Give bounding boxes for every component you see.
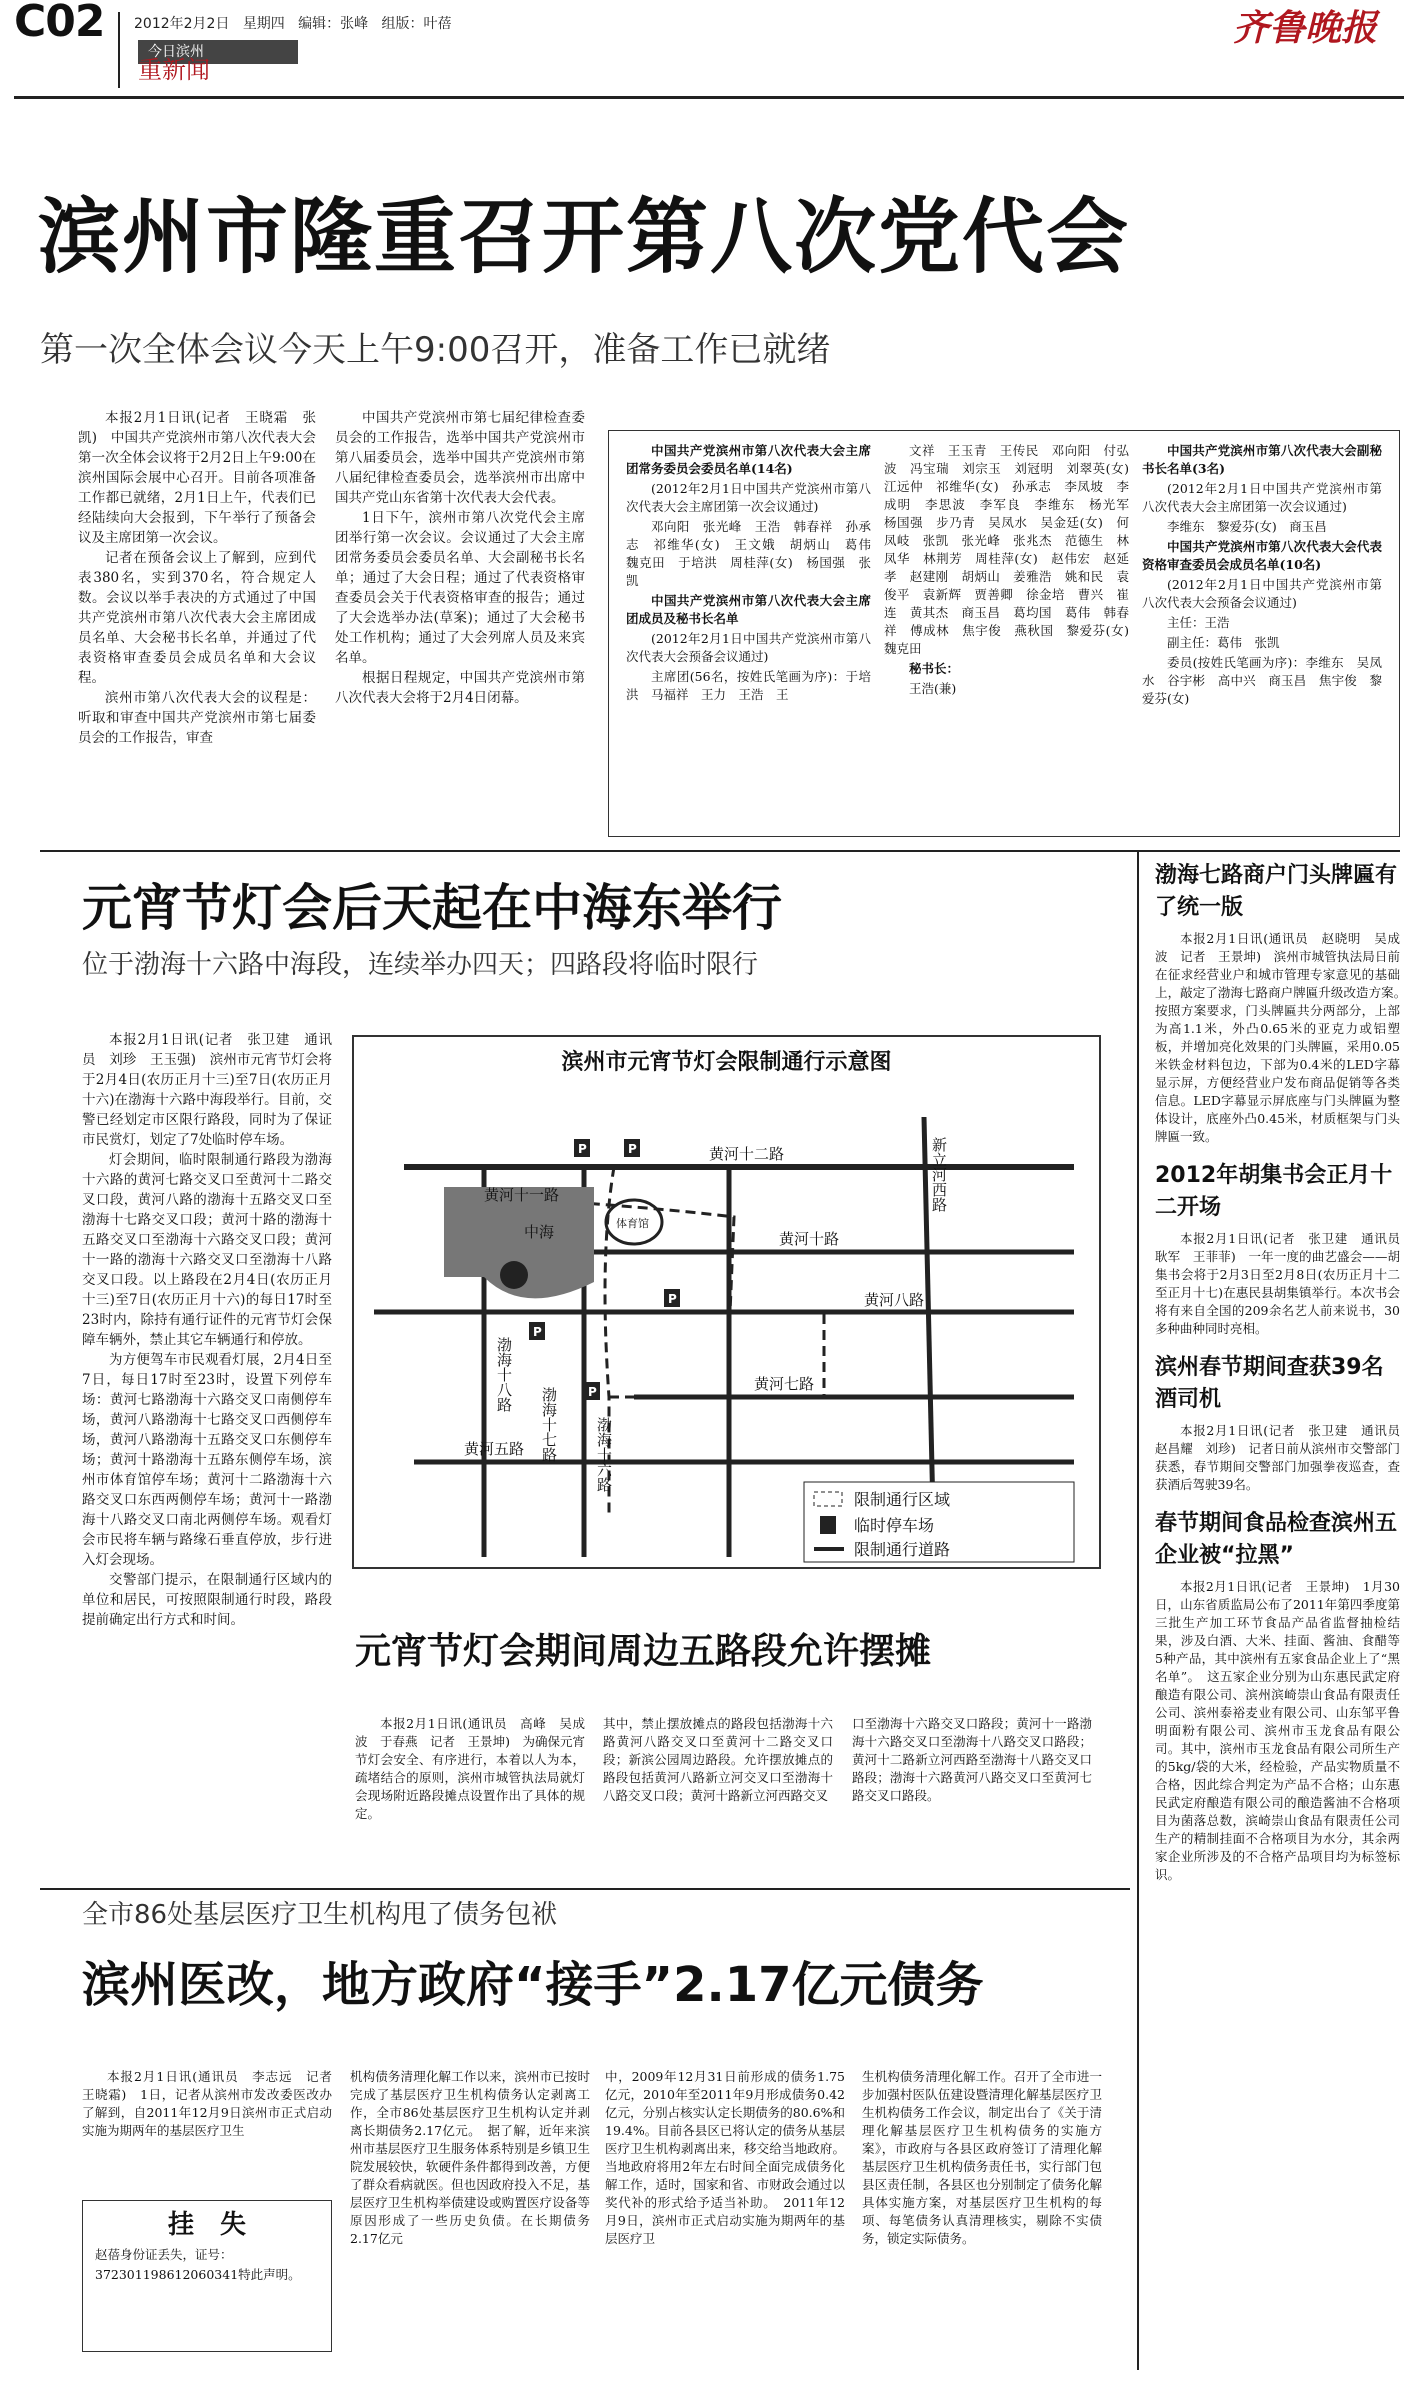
sidebar bbox=[1155, 860, 1413, 1884]
stall-column-2: 其中，禁止摆放摊点的路段包括渤海十六路黄河八路交叉口至黄河十二路交叉口段；新滨公园周边路段。允许摆放摊点的路段包括黄河八路新立河交叉口至渤海十八路交叉口段；黄河十路新立河西路交叉 bbox=[603, 1716, 833, 1803]
header-divider bbox=[118, 12, 120, 88]
lead-paragraph: 中国共产党滨州市第七届纪律检查委员会的工作报告，选举中国共产党滨州市第八届委员会，选举中国共产党滨州市第八届纪律检查委员会，选举滨州市出席中国共产党山东省第十次代表大会代表。 bbox=[335, 410, 585, 506]
lead-column-1 bbox=[78, 408, 316, 748]
road-label: 渤海十六路 bbox=[595, 1417, 613, 1492]
map-title: 滨州市元宵节灯会限制通行示意图 bbox=[561, 1050, 892, 1075]
lead-paragraph: 根据日程规定，中国共产党滨州市第八次代表大会将于2月4日闭幕。 bbox=[335, 670, 585, 706]
medical-headline: 滨州医改，地方政府“接手”2.17亿元债务 bbox=[82, 1957, 984, 2013]
lead-paragraph: 记者在预备会议上了解到，应到代表380名，实到370名，符合规定人数。会议以举手表决的方式通过了中国共产党滨州市第八次代表大会主席团成员名单、大会秘书长名单，并通过了代表资格审查委员会成员名单和大会议程。 bbox=[78, 550, 316, 686]
issue-date: 2012年2月2日 bbox=[134, 16, 230, 32]
list-names: 李维东 黎爱芬(女) 商玉昌 bbox=[1167, 519, 1327, 534]
map-legend bbox=[804, 1482, 1074, 1562]
list-heading: 中国共产党滨州市第八次代表大会主席团成员及秘书长名单 bbox=[626, 593, 871, 626]
legend-parking: 临时停车场 bbox=[854, 1516, 935, 1535]
lead-headline: 滨州市隆重召开第八次党代会 bbox=[38, 190, 1131, 285]
map-lake-label: 中海 bbox=[524, 1223, 555, 1241]
section-tag: 今日滨州 bbox=[138, 40, 298, 64]
section-divider bbox=[40, 1888, 1130, 1890]
traffic-map bbox=[352, 1035, 1101, 1569]
sidebar-story-text: 本报2月1日讯(记者 张卫建 通讯员 赵昌耀 刘珍) 记者日前从滨州市交警部门获悉，春节期间交警部门加强拳夜巡查，查获酒后驾驶39名。 bbox=[1155, 1423, 1413, 1492]
road-label: 新立河西路 bbox=[930, 1137, 948, 1212]
lead-subheadline: 第一次全体会议今天上午9:00召开，准备工作已就绪 bbox=[40, 330, 831, 370]
lantern-text-column bbox=[82, 1030, 332, 1630]
list-note: (2012年2月1日中国共产党滨州市第八次代表大会预备会议通过) bbox=[626, 631, 871, 664]
lost-notice-box bbox=[82, 2200, 332, 2352]
legend-restricted-area: 限制通行区域 bbox=[854, 1490, 951, 1509]
road-label: 渤海十七路 bbox=[540, 1387, 558, 1462]
lead-paragraph: 本报2月1日讯(记者 王晓霜 张凯) 中国共产党滨州市第八次代表大会第一次全体会议将于2月2日上午9:00在滨州国际会展中心召开。目前各项准备工作都已就绪，2月1日上午，代表们已经陆续向大会报到，下午举行了预备会议及主席团第一次会议。 bbox=[78, 410, 316, 546]
medical-kicker: 全市86处基层医疗卫生机构甩了债务包袱 bbox=[82, 1900, 558, 1930]
editor: 编辑：张峰 bbox=[298, 16, 369, 32]
list-names: 副主任：葛伟 张凯 bbox=[1167, 635, 1280, 650]
list-note: (2012年2月1日中国共产党滨州市第八次代表大会主席团第一次会议通过) bbox=[1142, 481, 1382, 514]
lost-notice-text: 赵蓓身份证丢失，证号：372301198612060341特此声明。 bbox=[95, 2247, 301, 2282]
header-meta bbox=[134, 14, 452, 34]
list-note: (2012年2月1日中国共产党滨州市第八次代表大会主席团第一次会议通过) bbox=[626, 481, 871, 514]
list-note: (2012年2月1日中国共产党滨州市第八次代表大会预备会议通过) bbox=[1142, 577, 1382, 610]
parking-marker: P bbox=[628, 1142, 637, 1156]
medical-column-4: 生机构债务清理化解工作。召开了全市进一步加强村医队伍建设暨清理化解基层医疗卫生机构债务工作会议，制定出台了《关于清理化解基层医疗卫生机构债务的实施方案》，市政府与各县区政府签订了清理化解基层医疗卫生机构债务责任书，实行部门包县区责任制，各县区也分别制定了债务化解具体实施方案，对基层医疗卫生机构的每项、每笔债务认真清理核实，剔除不实债务，锁定实际债务。 bbox=[862, 2069, 1102, 2246]
sidebar-divider bbox=[1137, 850, 1139, 2370]
sidebar-story-text: 本报2月1日讯(记者 王景坤) 1月30日，山东省质监局公布了2011年第四季度第三批生产加工环节食品产品省监督抽检结果，涉及白酒、大米、挂面、酱油、食醋等5种产品，其中滨州有五家食品企业上了“黑名单”。 这五家企业分别为山东惠民武定府酿造有限公司、滨州滨崎崇山食品有限责任公司、滨州泰裕麦业有限公司、山东邹平鲁明面粉有限公司、滨州市玉龙食品有限公司。其中，滨州市玉龙食品有限公司所生产的5kg/袋的大米，经检验，产品实物质量不合格，因此综合判定为产品不合格；山东惠民武定府酿造有限公司的酿造酱油不合格项目为菌落总数，滨崎崇山食品有限责任公司生产的精制挂面不合格项目为水分，其余两家企业所涉及的不合格产品项目均为标签标识。 bbox=[1155, 1579, 1400, 1882]
sidebar-story-title: 2012年胡集书会正月十二开场 bbox=[1155, 1163, 1393, 1220]
map-gym-label: 体育馆 bbox=[616, 1217, 649, 1230]
road-label: 黄河八路 bbox=[864, 1291, 925, 1309]
list-names: 主席团(56名，按姓氏笔画为序)：于培洪 马福祥 王力 王浩 王 bbox=[626, 669, 871, 702]
stall-column-3: 口至渤海十六路交叉口路段；黄河十一路渤海十六路交叉口至渤海十八路交叉口路段；黄河十二路新立河西路至渤海十八路交叉口路段；渤海十六路黄河八路交叉口至黄河七路交叉口路段。 bbox=[852, 1716, 1092, 1803]
list-heading: 中国共产党滨州市第八次代表大会代表资格审查委员会成员名单(10名) bbox=[1142, 539, 1382, 572]
parking-marker: P bbox=[668, 1292, 677, 1306]
sidebar-story-title: 滨州春节期间查获39名酒司机 bbox=[1155, 1355, 1384, 1412]
list-names: 委员(按姓氏笔画为序)：李维东 吴凤水 谷宇彬 高中兴 商玉昌 焦宇俊 黎爱芬(女) bbox=[1142, 655, 1382, 706]
road-label: 黄河十一路 bbox=[484, 1186, 560, 1204]
list-heading: 秘书长： bbox=[909, 661, 960, 676]
road-label: 黄河五路 bbox=[464, 1440, 525, 1458]
sidebar-story-title: 渤海七路商户门头牌匾有了统一版 bbox=[1155, 863, 1398, 920]
section-divider bbox=[40, 850, 1400, 852]
weekday: 星期四 bbox=[242, 16, 285, 32]
legend-restricted-road: 限制通行道路 bbox=[854, 1540, 951, 1559]
stall-column-1: 本报2月1日讯(通讯员 高峰 吴成波 于春燕 记者 王景坤) 为确保元宵节灯会安全、有序进行，本着以人为本，疏堵结合的原则，滨州市城管执法局就灯会现场附近路段摊点设置作出了具体的规定。 bbox=[355, 1716, 585, 1821]
road-label: 黄河十路 bbox=[779, 1230, 840, 1248]
lead-column-2 bbox=[335, 408, 585, 708]
medical-column-3: 中，2009年12月31日前形成的债务1.75亿元，2010年至2011年9月形成债务0.42亿元，分别占核实认定长期债务的80.6%和19.4%。目前各县区已将认定的债务从基层医疗卫生机构剥离出来，移交给当地政府。当地政府将用2年左右时间全面完成债务化解工作，适时，国家和省、市财政会通过以奖代补的形式给予适当补助。 2011年12月9日，滨州市正式启动实施为期两年的基层医疗卫 bbox=[605, 2069, 845, 2246]
sidebar-story-text: 本报2月1日讯(记者 张卫建 通讯员 耿军 王菲菲) 一年一度的曲艺盛会——胡集书会将于2月3日至2月8日(农历正月十二至正月十七)在惠民县胡集镇举行。本次书会将有来自全国的209余名艺人前来说书，30多种曲种同时亮相。 bbox=[1155, 1231, 1413, 1336]
medical-column-2: 机构债务清理化解工作以来，滨州市已按时完成了基层医疗卫生机构债务认定剥离工作，全市86处基层医疗卫生机构认定并剥离长期债务2.17亿元。 据了解，近年来滨州市基层医疗卫生服务体系特别是乡镇卫生院发展较快，软硬件条件都得到改善，方便了群众看病就医。但也因政府投入不足，基层医疗卫生机构举债建设或购置医疗设备等原因形成了一些历史负债。在长期债务2.17亿元 bbox=[350, 2069, 590, 2246]
list-heading: 中国共产党滨州市第八次代表大会副秘书长名单(3名) bbox=[1142, 443, 1382, 476]
header-rule bbox=[14, 96, 1404, 99]
stall-headline: 元宵节灯会期间周边五路段允许摆摊 bbox=[355, 1631, 932, 1672]
sidebar-story-text: 本报2月1日讯(通讯员 赵晓明 吴成波 记者 王景坤) 滨州市城管执法局日前在征求经营业户和城市管理专家意见的基础上，敲定了渤海七路商户牌匾升级改造方案。 按照方案要求，门头牌匾共分两部分，上部为高1.1米，外凸0.65米的亚克力或铝塑板，并增加亮化效果的门头牌匾，采用0.05米铁金材料包边，下部为0.4米的LED字幕显示屏，方便经营业户发布商品促销等各类信息。LED字幕显示屏底座与门头牌匾为整体设计，底座外凸0.45米，材质框架与门头牌匾一致。 bbox=[1155, 931, 1413, 1144]
name-list-column-3 bbox=[1142, 442, 1382, 710]
subsection-title: 重新闻 bbox=[138, 56, 210, 84]
lantern-paragraph: 灯会期间，临时限制通行路段为渤海十六路的黄河七路交叉口至黄河十二路交叉口段，黄河八路的渤海十五路交叉口至渤海十七路交叉口段；黄河十路的渤海十五路交叉口至渤海十六路交叉口段；黄河十一路的渤海十六路交叉口至渤海十八路交叉口段。以上路段在2月4日(农历正月十三)至7日(农历正月十六)的每日17时至23时内，除持有通行证件的元宵节灯会保障车辆外，禁止其它车辆通行和停放。 bbox=[82, 1152, 332, 1348]
sidebar-story-title: 春节期间食品检查滨州五企业被“拉黑” bbox=[1155, 1511, 1398, 1568]
page-number: C02 bbox=[14, 0, 105, 47]
parking-marker: P bbox=[578, 1142, 587, 1156]
lantern-subheadline: 位于渤海十六路中海段，连续举办四天；四路段将临时限行 bbox=[82, 950, 759, 980]
lost-notice-title: 挂 失 bbox=[167, 2210, 246, 2240]
list-names: 邓向阳 张光峰 王浩 韩春祥 孙承志 祁维华(女) 王文娥 胡炳山 葛伟 魏克田 于培洪 周桂萍(女) 杨国强 张凯 bbox=[626, 519, 884, 588]
road-label: 黄河十二路 bbox=[709, 1145, 785, 1163]
parking-marker: P bbox=[533, 1325, 542, 1339]
name-list-column-2 bbox=[884, 442, 1142, 700]
list-names: 王浩(兼) bbox=[909, 681, 957, 696]
map-drawing bbox=[354, 1097, 1099, 1567]
lantern-paragraph: 交警部门提示，在限制通行区域内的单位和居民，可按照限制通行时段，路段提前确定出行方式和时间。 bbox=[82, 1572, 332, 1628]
list-heading: 中国共产党滨州市第八次代表大会主席团常务委员会委员名单(14名) bbox=[626, 443, 871, 476]
road-label: 黄河七路 bbox=[754, 1375, 815, 1393]
medical-column-1: 本报2月1日讯(通讯员 李志远 记者 王晓霜) 1日，记者从滨州市发改委医改办了解到，自2011年12月9日滨州市正式启动实施为期两年的基层医疗卫生 bbox=[82, 2069, 345, 2138]
lantern-headline: 元宵节灯会后天起在中海东举行 bbox=[82, 879, 782, 937]
layout-editor: 组版：叶蓓 bbox=[381, 16, 452, 32]
lantern-paragraph: 本报2月1日讯(记者 张卫建 通讯员 刘珍 王玉强) 滨州市元宵节灯会将于2月4日(农历正月十三)至7日(农历正月十六)在渤海十六路中海段举行。目前，交警已经划定市区限行路段，同时为了保证市民赏灯，划定了7处临时停车场。 bbox=[82, 1032, 332, 1148]
lead-paragraph: 1日下午，滨州市第八次党代会主席团举行第一次会议。会议通过了大会主席团常务委员会委员名单、大会副秘书长名单；通过了大会日程；通过了代表资格审查委员会关于代表资格审查的报告；通过了大会选举办法(草案)；通过了大会秘书处工作机构；通过了大会列席人员及来宾名单。 bbox=[335, 510, 585, 666]
list-names: 主任：王浩 bbox=[1167, 615, 1230, 630]
road-label: 渤海十八路 bbox=[495, 1337, 513, 1412]
newspaper-brand: 齐鲁晚报 bbox=[1232, 7, 1377, 49]
list-names: 文祥 王玉青 王传民 邓向阳 付弘波 冯宝瑞 刘宗玉 刘冠明 刘翠英(女) 江远仲 祁维华(女) 孙承志 李凤坡 李成明 李思波 李军良 李维东 杨光军 杨国强 步乃青 吴凤水 吴金廷(女) 何凤岐 张凯 张光峰 张兆杰 范德生 林凤华 林荆芳 周桂萍(女) 赵伟宏 赵延孝 赵建刚 胡炳山 姜雅浩 姚和民 袁俊平 袁新辉 贾善卿 徐金培 曹兴 崔连 黄其杰 商玉昌 葛均国 葛伟 韩春祥 傅成林 焦宇俊 燕秋国 黎爱芬(女) 魏克田 bbox=[884, 443, 1142, 656]
name-list-column-1 bbox=[626, 442, 884, 706]
parking-marker: P bbox=[588, 1385, 597, 1399]
lantern-paragraph: 为方便驾车市民观看灯展，2月4日至7日，每日17时至23时，设置下列停车场：黄河七路渤海十六路交叉口南侧停车场，黄河八路渤海十七路交叉口西侧停车场，黄河八路渤海十五路交叉口东侧停车场；黄河十路渤海十五路东侧停车场，滨州市体育馆停车场；黄河十二路渤海十六路交叉口东西两侧停车场；黄河十一路渤海十八路交叉口南北两侧停车场。观看灯会市民将车辆与路缘石垂直停放，步行进入灯会现场。 bbox=[82, 1352, 332, 1568]
lead-paragraph: 滨州市第八次代表大会的议程是：听取和审查中国共产党滨州市第七届委员会的工作报告，审查 bbox=[78, 690, 316, 746]
